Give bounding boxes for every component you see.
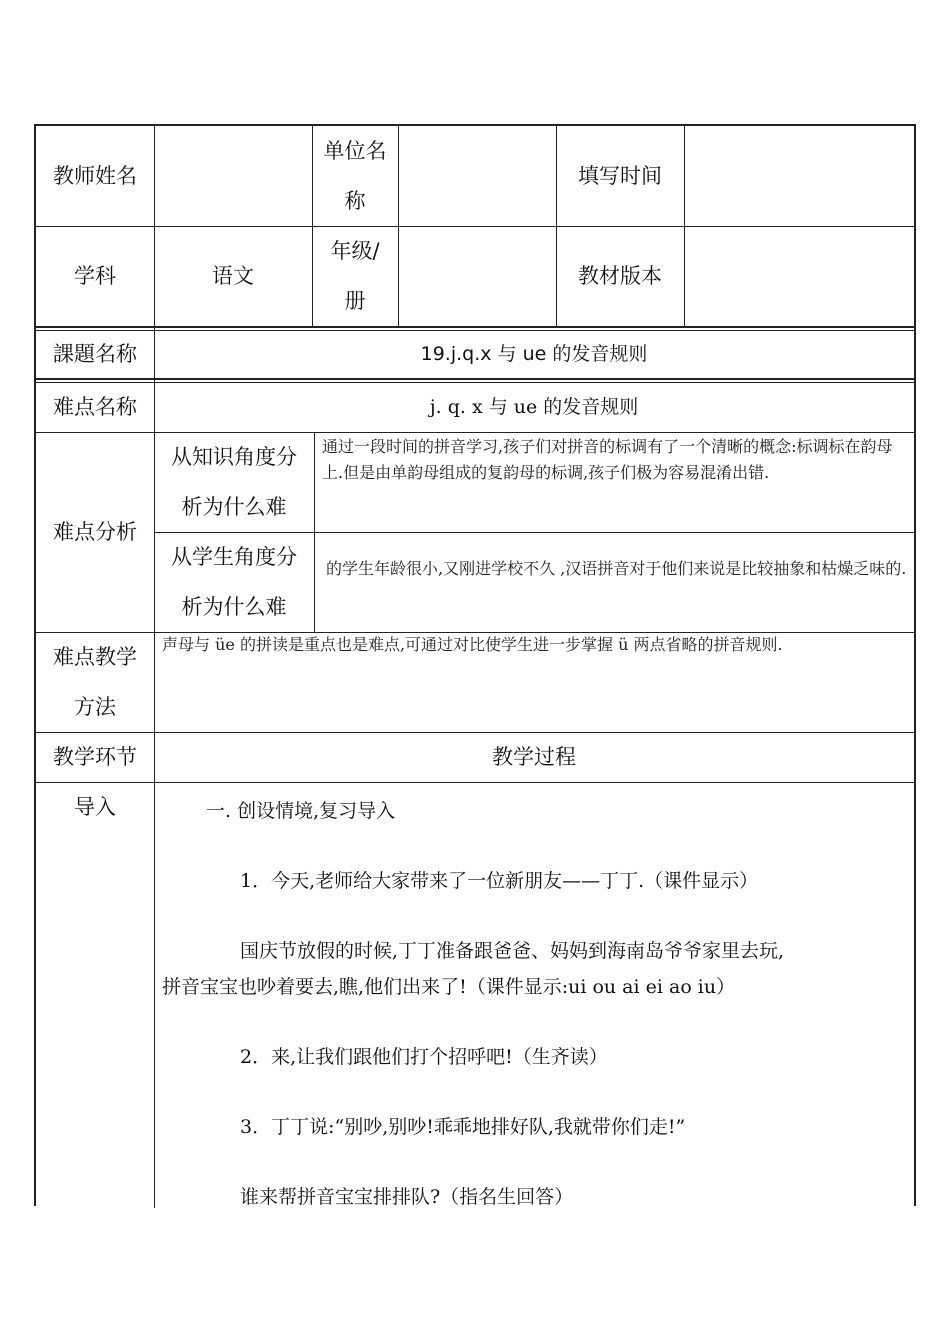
intro-line: 国庆节放假的时候,丁丁准备跟爸爸、妈妈到海南岛爷爷家里去玩, [240, 940, 785, 962]
fill-time-label: 填写时间 [578, 164, 662, 188]
topic-label: 課題名称 [53, 342, 137, 366]
intro-line: 1．今天,老师给大家带来了一位新朋友——丁丁.（课件显示） [240, 870, 759, 892]
teaching-method-label-line1: 难点教学 [53, 645, 137, 669]
teaching-process-header: 教学过程 [492, 745, 576, 769]
column-divider [314, 432, 315, 632]
unit-name-label-line1: 单位名 [323, 139, 387, 163]
teacher-name-label: 教师姓名 [53, 164, 137, 188]
grade-value[interactable] [398, 226, 556, 326]
teacher-name-value[interactable] [154, 126, 312, 226]
row-divider [36, 326, 914, 328]
analysis-label: 难点分析 [53, 520, 137, 544]
unit-name-label-line2: 称 [344, 189, 366, 213]
grade-label-line1: 年级/ [330, 239, 380, 263]
intro-line: 谁来帮拼音宝宝排排队?（指名生回答） [240, 1186, 574, 1208]
teaching-method-text: 声母与 üe 的拼读是重点也是难点,可通过对比使学生进一步掌握 ü 两点省略的拼音规则. [162, 635, 783, 654]
intro-line: 拼音宝宝也吵着要去,瞧,他们出来了!（课件显示:ui ou ai ei ao iu） [162, 976, 736, 998]
intro-line: 3．丁丁说:“别吵,别吵!乖乖地排好队,我就带你们走!” [240, 1116, 686, 1138]
grade-label [312, 226, 398, 326]
subject-label: 学科 [74, 264, 116, 288]
textbook-label: 教材版本 [578, 264, 662, 288]
student-angle-label-line1: 从学生角度分 [171, 545, 297, 569]
teaching-stage-header: 教学环节 [53, 745, 137, 769]
textbook-value[interactable] [684, 226, 914, 326]
student-angle-label [154, 532, 314, 632]
student-angle-label-line2: 析为什么难 [181, 595, 287, 619]
intro-line: 2．来,让我们跟他们打个招呼吧!（生齐读） [240, 1046, 608, 1068]
unit-name-label [312, 126, 398, 226]
intro-stage-label: 导入 [74, 795, 116, 819]
fill-time-value[interactable] [684, 126, 914, 226]
teaching-method-label [36, 632, 154, 732]
teaching-method-label-line2: 方法 [74, 695, 116, 719]
knowledge-angle-label-line1: 从知识角度分 [171, 445, 297, 469]
difficulty-value: j. q. x 与 ue 的发音规则 [429, 396, 639, 418]
subject-value: 语文 [212, 264, 254, 288]
unit-name-value[interactable] [398, 126, 556, 226]
grade-label-line2: 册 [344, 289, 366, 313]
difficulty-label: 难点名称 [53, 395, 137, 419]
row-divider [36, 782, 914, 783]
intro-line: 一. 创设情境,复习导入 [206, 800, 396, 822]
lesson-plan-table [34, 124, 916, 1206]
knowledge-angle-label-line2: 析为什么难 [181, 495, 287, 519]
knowledge-angle-text: 通过一段时间的拼音学习,孩子们对拼音的标调有了一个清晰的概念:标调标在韵母上.但是由单韵母组成的复韵母的标调,孩子们极为容易混淆出错. [322, 437, 893, 482]
student-angle-text: 的学生年龄很小,又刚进学校不久 ,汉语拼音对于他们来说是比较抽象和枯燥乏味的. [326, 559, 907, 578]
knowledge-angle-label [154, 432, 314, 532]
topic-value: 19.j.q.x 与 ue 的发音规则 [420, 343, 648, 365]
